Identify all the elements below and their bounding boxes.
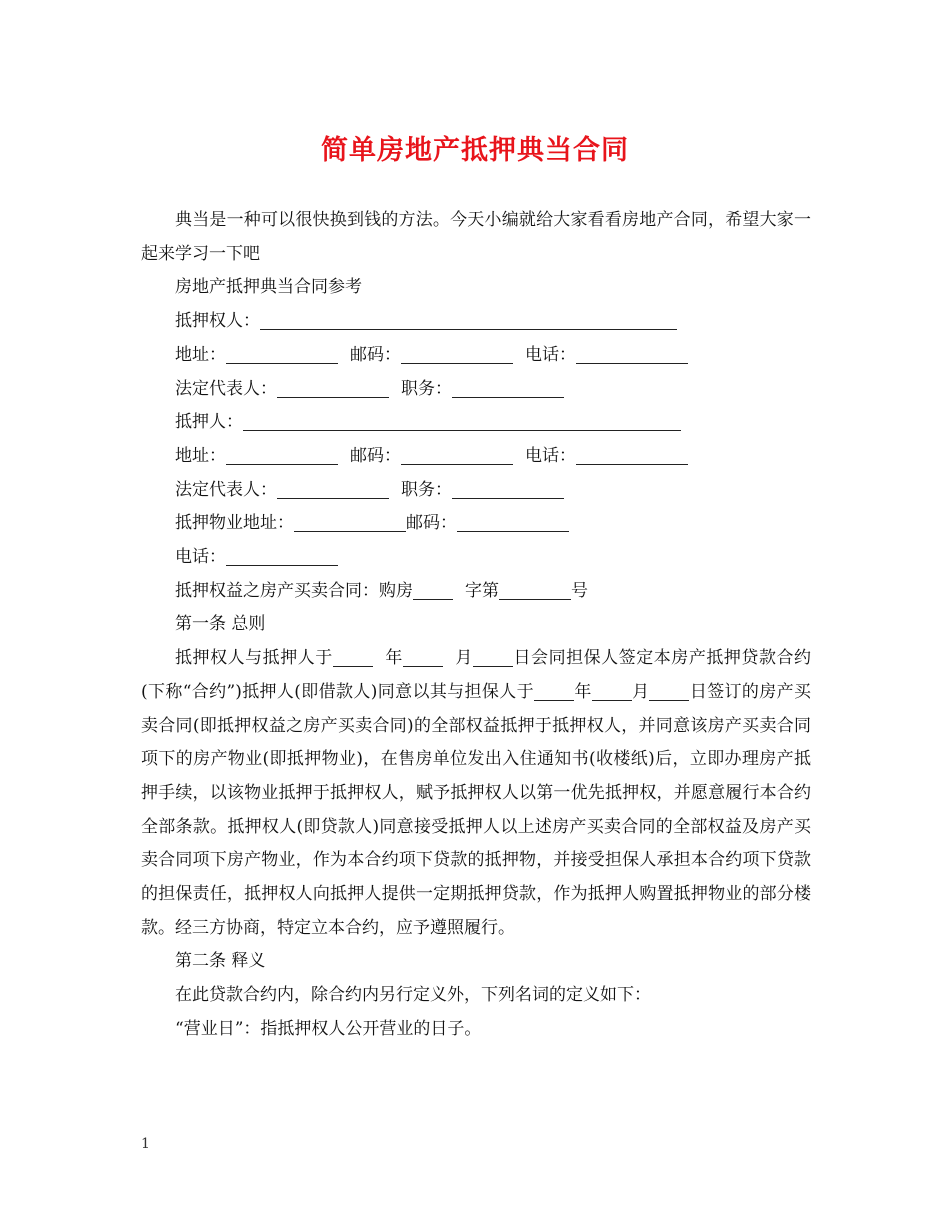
- mortgagor-label: 抵押人：: [175, 412, 243, 433]
- mortgagor-address-line: [141, 440, 811, 474]
- phone-label: 电话：: [525, 344, 576, 365]
- article1-year1: 年: [384, 648, 403, 669]
- contract-ref-blank-2: [499, 577, 571, 600]
- article1-month1: 月: [454, 648, 473, 669]
- article1-year2: 年: [574, 681, 592, 702]
- mortgagee-address-line: [141, 339, 811, 373]
- mortgagee-label: 抵押权人：: [175, 311, 260, 332]
- phone-blank: [226, 543, 338, 566]
- phone-label: 电话：: [175, 547, 226, 568]
- mortgagee-blank: [260, 307, 677, 330]
- article1-seg3: 日签订的房产买卖合同(即抵押权益之房产买卖合同)的全部权益抵押于抵押权人，并同意该房产买卖合同项下的房产物业(即抵押物业)，在售房单位发出入住通知书(收楼纸)后，立即办理房产抵押手续，以该物业抵押于抵押权人，赋予抵押权人以第一优先抵押权，并愿意履行本合约全部条款。抵押权人(即贷款人)同意接受抵押人以上述房产买卖合同的全部权益及房产买卖合同项下房产物业，作为本合约项下贷款的抵押物，并接受担保人承担本合约项下贷款的担保责任，抵押权人向抵押人提供一定期抵押贷款，作为抵押人购置抵押物业的部分楼款。经三方协商，特定立本合约，应予遵照履行。: [141, 681, 812, 938]
- mortgagee-line: [141, 305, 811, 339]
- legal-rep-blank: [277, 476, 389, 499]
- position-blank: [452, 476, 564, 499]
- postcode-label: 邮码：: [350, 445, 401, 466]
- intro-paragraph: 典当是一种可以很快换到钱的方法。今天小编就给大家看看房地产合同，希望大家一起来学习一下吧: [141, 210, 811, 264]
- article1-paragraph: [141, 642, 811, 945]
- page-number: 1: [141, 1136, 150, 1152]
- address-label: 地址：: [175, 344, 226, 365]
- position-label: 职务：: [401, 378, 452, 399]
- postcode-label: 邮码：: [350, 344, 401, 365]
- property-address-label: 抵押物业地址：: [175, 513, 294, 534]
- position-label: 职务：: [401, 479, 452, 500]
- date-blank-month-1: [403, 644, 443, 667]
- postcode-blank: [401, 442, 513, 465]
- contract-ref-line: [141, 575, 811, 609]
- document-title: 简单房地产抵押典当合同: [321, 135, 629, 166]
- phone-blank: [576, 341, 688, 364]
- contract-ref-mid: 字第: [465, 580, 499, 601]
- phone-label: 电话：: [525, 445, 576, 466]
- date-blank-month-2: [592, 678, 632, 701]
- mortgagor-rep-line: [141, 474, 811, 508]
- postcode-blank: [401, 341, 513, 364]
- position-blank: [452, 375, 564, 398]
- address-label: 地址：: [175, 445, 226, 466]
- postcode-label: 邮码：: [406, 513, 457, 534]
- legal-rep-label: 法定代表人：: [175, 378, 277, 399]
- article2-intro: 在此贷款合约内，除合约内另行定义外，下列名词的定义如下：: [175, 985, 651, 1006]
- contract-ref-blank-1: [413, 577, 453, 600]
- article1-seg2: 日会同担保人签定本房产抵押贷款合约(下称“合约”)抵押人(即借款人)同意以其与担保人于: [141, 648, 812, 702]
- article2-heading: 第二条 释义: [175, 951, 266, 972]
- property-address-blank: [294, 509, 406, 532]
- address-blank: [226, 442, 338, 465]
- article1-seg1: 抵押权人与抵押人于: [175, 648, 333, 669]
- mortgagor-blank: [243, 408, 681, 431]
- date-blank-year-1: [333, 644, 373, 667]
- article1-month2: 月: [631, 681, 650, 702]
- property-phone-line: [141, 541, 811, 575]
- phone-blank: [576, 442, 688, 465]
- mortgagor-line: [141, 406, 811, 440]
- mortgagee-rep-line: [141, 373, 811, 407]
- date-blank-day-2: [649, 678, 689, 701]
- document-body: [141, 204, 811, 1047]
- date-blank-year-2: [534, 678, 574, 701]
- article2-definition-1: “营业日”：指抵押权人公开营业的日子。: [175, 1018, 482, 1039]
- contract-ref-prefix: 抵押权益之房产买卖合同：购房: [175, 580, 413, 601]
- property-address-line: [141, 507, 811, 541]
- legal-rep-blank: [277, 375, 389, 398]
- date-blank-day-1: [473, 644, 513, 667]
- contract-ref-suffix: 号: [571, 580, 588, 601]
- subtitle: 房地产抵押典当合同参考: [175, 277, 362, 298]
- article1-heading: 第一条 总则: [175, 614, 266, 635]
- postcode-blank: [457, 509, 569, 532]
- legal-rep-label: 法定代表人：: [175, 479, 277, 500]
- address-blank: [226, 341, 338, 364]
